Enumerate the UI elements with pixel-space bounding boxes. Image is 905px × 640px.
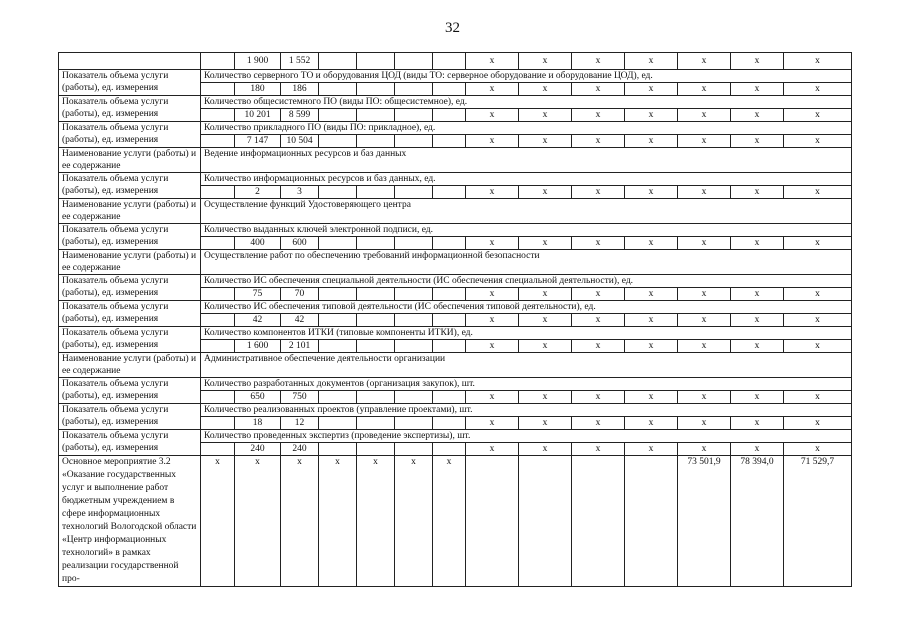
x-mark-cell: x: [519, 340, 572, 353]
table-cell: [201, 443, 235, 456]
value-cell: 600: [281, 237, 319, 250]
table-cell: [433, 83, 466, 96]
table-cell: [395, 83, 433, 96]
label-cell: Показатель объема услуги (работы), ед. измерения: [59, 173, 201, 199]
x-mark-cell: x: [572, 237, 625, 250]
x-mark-cell: x: [625, 443, 678, 456]
table-cell: [201, 186, 235, 199]
x-mark-cell: x: [678, 53, 731, 70]
x-mark-cell: x: [519, 237, 572, 250]
table-row: [59, 96, 852, 109]
value-cell: 1 552: [281, 53, 319, 70]
table-row: [59, 327, 852, 340]
x-mark-cell: x: [519, 186, 572, 199]
x-mark-cell: x: [625, 314, 678, 327]
table-cell: [433, 237, 466, 250]
x-mark-cell: x: [784, 340, 852, 353]
table-cell: [201, 288, 235, 301]
x-mark-cell: x: [519, 53, 572, 70]
table-cell: [201, 417, 235, 430]
label-cell: Наименование услуги (работы) и ее содержание: [59, 199, 201, 224]
x-mark-cell: x: [466, 237, 519, 250]
table-cell: [319, 314, 357, 327]
label-cell: Показатель объема услуги (работы), ед. измерения: [59, 378, 201, 404]
indicator-description: Количество серверного ТО и оборудования ЦОД (виды ТО: серверное оборудование и оборудование ЦОД), ед.: [201, 70, 852, 83]
indicator-description: Количество проведенных экспертиз (проведение экспертизы), шт.: [201, 430, 852, 443]
x-mark-cell: x: [731, 135, 784, 148]
label-cell: Показатель объема услуги (работы), ед. измерения: [59, 70, 201, 96]
x-mark-cell: x: [466, 417, 519, 430]
table-row: [59, 301, 852, 314]
x-mark-cell: x: [466, 83, 519, 96]
funding-value: 71 529,7: [784, 456, 852, 587]
indicator-description: Количество ИС обеспечения специальной деятельности (ИС обеспечения специальной деятельности), ед.: [201, 275, 852, 288]
table-row: [59, 224, 852, 237]
table-cell: [395, 340, 433, 353]
value-cell: 2 101: [281, 340, 319, 353]
x-mark-cell: x: [466, 391, 519, 404]
table-cell: [466, 456, 519, 587]
table-cell: [395, 417, 433, 430]
table-cell: [395, 53, 433, 70]
budget-table: [58, 52, 852, 587]
value-cell: 70: [281, 288, 319, 301]
x-mark-cell: x: [519, 135, 572, 148]
table-row: [59, 378, 852, 391]
table-cell: [319, 288, 357, 301]
x-mark-cell: x: [625, 340, 678, 353]
x-mark-cell: x: [519, 391, 572, 404]
value-cell: 8 599: [281, 109, 319, 122]
table-row: [59, 275, 852, 288]
x-mark-cell: x: [731, 53, 784, 70]
x-mark-cell: x: [784, 83, 852, 96]
x-mark-cell: x: [572, 443, 625, 456]
x-mark-cell: x: [466, 288, 519, 301]
label-cell: Показатель объема услуги (работы), ед. измерения: [59, 430, 201, 456]
funding-value: 73 501,9: [678, 456, 731, 587]
table-cell: [433, 186, 466, 199]
x-mark-cell: x: [731, 237, 784, 250]
table-cell: [357, 186, 395, 199]
x-mark-cell: x: [731, 109, 784, 122]
value-cell: 186: [281, 83, 319, 96]
table-cell: [357, 340, 395, 353]
table-cell: [357, 288, 395, 301]
value-cell: 1 600: [235, 340, 281, 353]
x-mark-cell: x: [466, 186, 519, 199]
x-mark-cell: x: [395, 456, 433, 587]
x-mark-cell: x: [572, 417, 625, 430]
x-mark-cell: x: [784, 237, 852, 250]
x-mark-cell: x: [678, 391, 731, 404]
table-cell: [319, 391, 357, 404]
table-cell: [201, 314, 235, 327]
x-mark-cell: x: [519, 109, 572, 122]
x-mark-cell: x: [731, 314, 784, 327]
table-cell: [201, 135, 235, 148]
x-mark-cell: x: [784, 314, 852, 327]
x-mark-cell: x: [625, 83, 678, 96]
table-cell: [433, 135, 466, 148]
table-cell: [319, 53, 357, 70]
x-mark-cell: x: [201, 456, 235, 587]
x-mark-cell: x: [678, 314, 731, 327]
indicator-description: Количество прикладного ПО (виды ПО: прикладное), ед.: [201, 122, 852, 135]
x-mark-cell: x: [731, 443, 784, 456]
table-cell: [395, 135, 433, 148]
table-cell: [433, 314, 466, 327]
table-cell: [319, 186, 357, 199]
value-cell: 10 504: [281, 135, 319, 148]
x-mark-cell: x: [235, 456, 281, 587]
table-cell: [201, 237, 235, 250]
table-cell: [319, 443, 357, 456]
x-mark-cell: x: [572, 340, 625, 353]
x-mark-cell: x: [625, 186, 678, 199]
table-row: [59, 122, 852, 135]
service-name: Ведение информационных ресурсов и баз данных: [201, 148, 852, 173]
x-mark-cell: x: [784, 443, 852, 456]
x-mark-cell: x: [731, 186, 784, 199]
table-row: [59, 404, 852, 417]
table-row: [59, 53, 852, 70]
x-mark-cell: x: [466, 109, 519, 122]
x-mark-cell: x: [519, 314, 572, 327]
table-cell: [201, 340, 235, 353]
table-cell: [201, 53, 235, 70]
label-cell: Наименование услуги (работы) и ее содержание: [59, 148, 201, 173]
x-mark-cell: x: [466, 53, 519, 70]
x-mark-cell: x: [319, 456, 357, 587]
page-number: 32: [445, 20, 460, 36]
label-cell: Показатель объема услуги (работы), ед. измерения: [59, 301, 201, 327]
x-mark-cell: x: [784, 186, 852, 199]
label-cell: Показатель объема услуги (работы), ед. измерения: [59, 404, 201, 430]
x-mark-cell: x: [678, 109, 731, 122]
x-mark-cell: x: [625, 417, 678, 430]
table-cell: [357, 443, 395, 456]
indicator-description: Количество информационных ресурсов и баз данных, ед.: [201, 173, 852, 186]
table-cell: [357, 135, 395, 148]
table-cell: [357, 237, 395, 250]
service-name: Осуществление функций Удостоверяющего центра: [201, 199, 852, 224]
table-cell: [201, 109, 235, 122]
x-mark-cell: x: [678, 288, 731, 301]
x-mark-cell: x: [281, 456, 319, 587]
x-mark-cell: x: [466, 340, 519, 353]
x-mark-cell: x: [572, 288, 625, 301]
x-mark-cell: x: [625, 391, 678, 404]
indicator-description: Количество реализованных проектов (управление проектами), шт.: [201, 404, 852, 417]
x-mark-cell: x: [625, 237, 678, 250]
x-mark-cell: x: [433, 456, 466, 587]
x-mark-cell: x: [625, 53, 678, 70]
service-name: Административное обеспечение деятельности организации: [201, 353, 852, 378]
x-mark-cell: x: [784, 135, 852, 148]
x-mark-cell: x: [572, 83, 625, 96]
table-cell: [433, 391, 466, 404]
indicator-description: Количество общесистемного ПО (виды ПО: общесистемное), ед.: [201, 96, 852, 109]
value-cell: 10 201: [235, 109, 281, 122]
value-cell: 42: [281, 314, 319, 327]
x-mark-cell: x: [519, 443, 572, 456]
value-cell: 12: [281, 417, 319, 430]
value-cell: 2: [235, 186, 281, 199]
table-cell: [357, 109, 395, 122]
x-mark-cell: x: [466, 443, 519, 456]
service-name: Осуществление работ по обеспечению требований информационной безопасности: [201, 250, 852, 275]
x-mark-cell: x: [572, 109, 625, 122]
x-mark-cell: x: [357, 456, 395, 587]
value-cell: 650: [235, 391, 281, 404]
table-cell: [519, 456, 572, 587]
x-mark-cell: x: [784, 417, 852, 430]
table-row: [59, 173, 852, 186]
table-cell: [357, 314, 395, 327]
value-cell: 240: [235, 443, 281, 456]
x-mark-cell: x: [466, 314, 519, 327]
x-mark-cell: x: [572, 186, 625, 199]
label-cell: Наименование услуги (работы) и ее содержание: [59, 353, 201, 378]
label-cell: Показатель объема услуги (работы), ед. измерения: [59, 327, 201, 353]
x-mark-cell: x: [625, 288, 678, 301]
x-mark-cell: x: [625, 135, 678, 148]
label-cell: Показатель объема услуги (работы), ед. измерения: [59, 275, 201, 301]
x-mark-cell: x: [784, 53, 852, 70]
funding-value: 78 394,0: [731, 456, 784, 587]
x-mark-cell: x: [731, 288, 784, 301]
x-mark-cell: x: [519, 417, 572, 430]
table-cell: [433, 109, 466, 122]
x-mark-cell: x: [678, 237, 731, 250]
value-cell: 75: [235, 288, 281, 301]
table-cell: [395, 186, 433, 199]
value-cell: 180: [235, 83, 281, 96]
main-event-label: Основное мероприятие 3.2 «Оказание государственных услуг и выполнение работ бюджетным учреждением в сфере информационных технологий Вологодской области «Центр информационных технологий» в рамках реализации государственной про-: [59, 456, 201, 587]
label-cell: Наименование услуги (работы) и ее содержание: [59, 250, 201, 275]
table-cell: [357, 83, 395, 96]
table-cell: [395, 391, 433, 404]
table-cell: [357, 391, 395, 404]
x-mark-cell: x: [678, 340, 731, 353]
label-cell: Показатель объема услуги (работы), ед. измерения: [59, 96, 201, 122]
value-cell: 400: [235, 237, 281, 250]
table-cell: [395, 443, 433, 456]
value-cell: 750: [281, 391, 319, 404]
x-mark-cell: x: [731, 417, 784, 430]
table-cell: [433, 340, 466, 353]
x-mark-cell: x: [678, 417, 731, 430]
table-cell: [433, 417, 466, 430]
table-cell: [357, 417, 395, 430]
x-mark-cell: x: [572, 135, 625, 148]
value-cell: 42: [235, 314, 281, 327]
table-cell: [395, 314, 433, 327]
table-cell: [433, 443, 466, 456]
x-mark-cell: x: [519, 83, 572, 96]
table-cell: [319, 237, 357, 250]
table-cell: [201, 83, 235, 96]
indicator-description: Количество ИС обеспечения типовой деятельности (ИС обеспечения типовой деятельности), ед.: [201, 301, 852, 314]
x-mark-cell: x: [731, 391, 784, 404]
x-mark-cell: x: [678, 186, 731, 199]
x-mark-cell: x: [678, 443, 731, 456]
table-cell: [433, 288, 466, 301]
x-mark-cell: x: [731, 340, 784, 353]
x-mark-cell: x: [466, 135, 519, 148]
table-cell: [625, 456, 678, 587]
table-cell: [433, 53, 466, 70]
label-cell: [59, 53, 201, 70]
indicator-description: Количество выданных ключей электронной подписи, ед.: [201, 224, 852, 237]
table-cell: [357, 53, 395, 70]
table-cell: [395, 237, 433, 250]
x-mark-cell: x: [678, 83, 731, 96]
value-cell: 18: [235, 417, 281, 430]
x-mark-cell: x: [784, 391, 852, 404]
value-cell: 3: [281, 186, 319, 199]
x-mark-cell: x: [784, 109, 852, 122]
indicator-description: Количество компонентов ИТКИ (типовые компоненты ИТКИ), ед.: [201, 327, 852, 340]
x-mark-cell: x: [519, 288, 572, 301]
table-row: [59, 70, 852, 83]
table-body: [59, 53, 852, 587]
x-mark-cell: x: [731, 83, 784, 96]
value-cell: 1 900: [235, 53, 281, 70]
x-mark-cell: x: [572, 391, 625, 404]
table-cell: [319, 417, 357, 430]
table-cell: [572, 456, 625, 587]
table-cell: [319, 109, 357, 122]
main-event-row: [59, 456, 852, 587]
table-cell: [319, 135, 357, 148]
label-cell: Показатель объема услуги (работы), ед. измерения: [59, 224, 201, 250]
table-cell: [319, 83, 357, 96]
x-mark-cell: x: [572, 314, 625, 327]
x-mark-cell: x: [784, 288, 852, 301]
value-cell: 240: [281, 443, 319, 456]
table-cell: [319, 340, 357, 353]
value-cell: 7 147: [235, 135, 281, 148]
x-mark-cell: x: [572, 53, 625, 70]
indicator-description: Количество разработанных документов (организация закупок), шт.: [201, 378, 852, 391]
table-cell: [395, 109, 433, 122]
x-mark-cell: x: [678, 135, 731, 148]
label-cell: Показатель объема услуги (работы), ед. измерения: [59, 122, 201, 148]
table-cell: [201, 391, 235, 404]
table-cell: [395, 288, 433, 301]
x-mark-cell: x: [625, 109, 678, 122]
table-row: [59, 430, 852, 443]
